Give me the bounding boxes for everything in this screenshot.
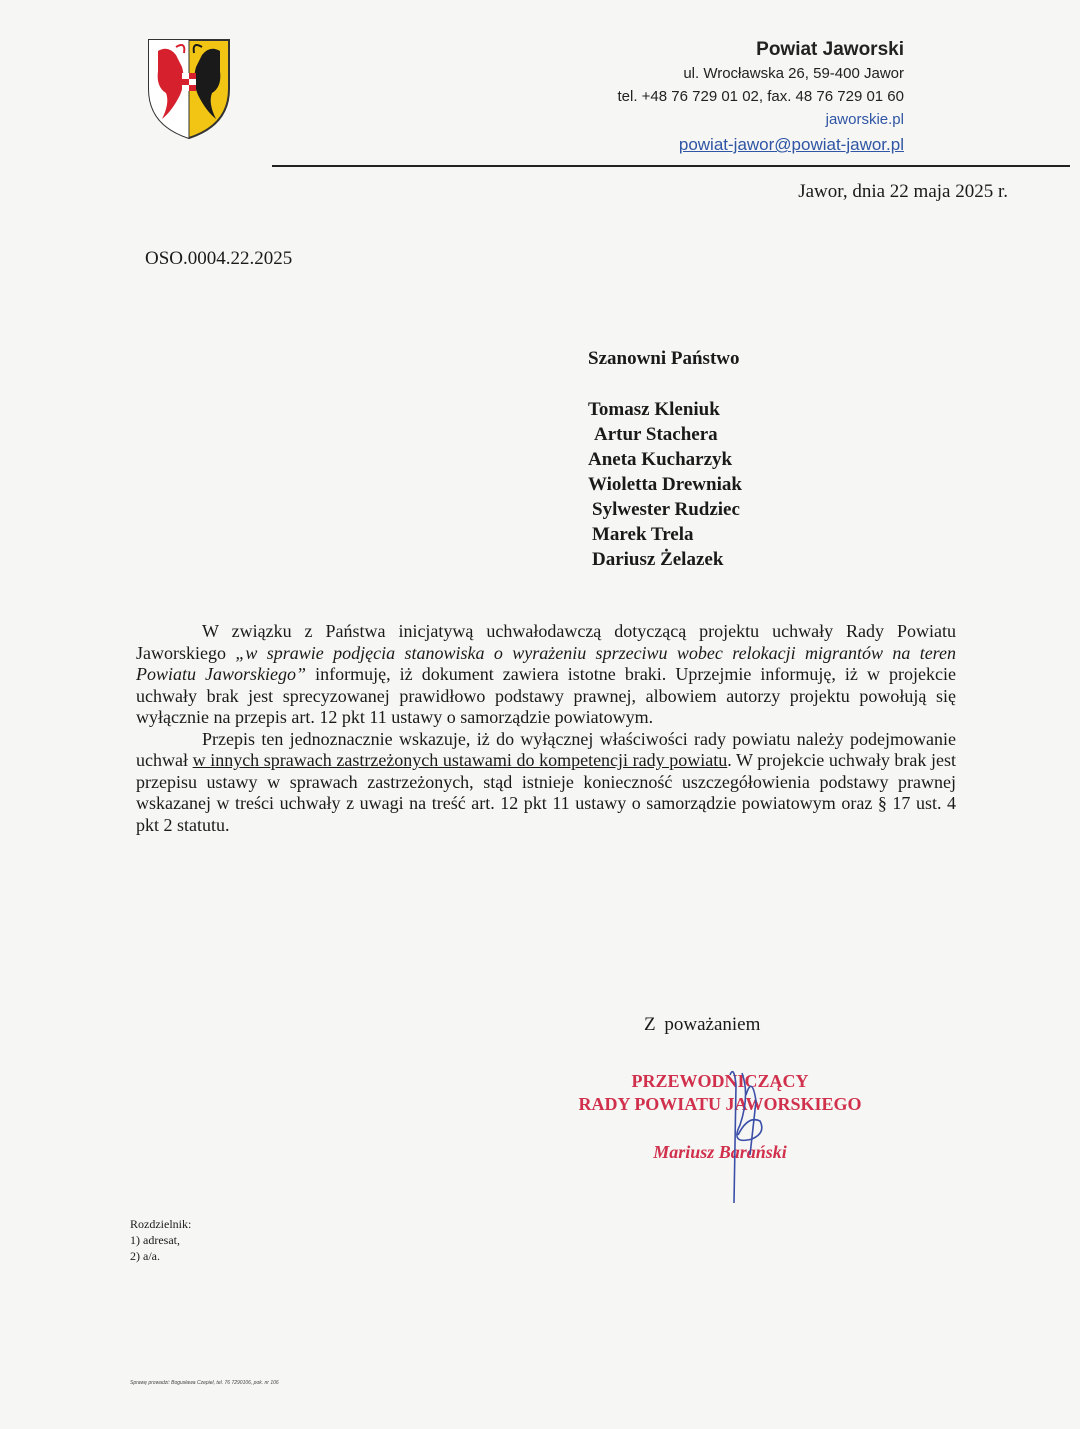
distribution-title: Rozdzielnik: <box>130 1217 192 1231</box>
stamp-title: PRZEWODNICZĄCY <box>631 1071 809 1091</box>
body-paragraph: W związku z Państwa inicjatywą uchwałodawczą dotyczącą projektu uchwały Rady Powiatu Jaworskiego „w sprawie podjęcia stanowiska o wyrażeniu sprzeciwu wobec relokacji migrantów na teren Powiatu Jaworskiego” informuję, iż dokument zawiera istotne braki. Uprzejmie informuję, iż w projekcie uchwały brak jest sprecyzowanej prawidłowo podstawy prawnej, albowiem autorzy projektu powołują się wyłącznie na przepis art. 12 pkt 11 ustawy o samorządzie powiatowym. <box>136 621 957 727</box>
footer-note: Sprawę prowadzi: Bogusława Czepiel, tel. 76 7290106, pok. nr 106 <box>130 1380 279 1386</box>
letter-body <box>136 621 956 836</box>
recipient: Aneta Kucharzyk <box>588 449 733 470</box>
organization-header <box>618 38 905 159</box>
date-line: Jawor, dnia 22 maja 2025 r. <box>798 181 1008 202</box>
stamp-council: RADY POWIATU JAWORSKIEGO <box>578 1094 862 1114</box>
stamp-name: Mariusz Barański <box>653 1142 787 1162</box>
recipient: Tomasz Kleniuk <box>588 399 720 420</box>
distribution-list <box>130 1216 191 1264</box>
resolution-title: „w sprawie podjęcia stanowiska o wyrażeniu sprzeciwu wobec relokacji migrantów na teren Powiatu Jaworskiego” <box>136 642 957 684</box>
header-divider <box>272 165 1070 167</box>
recipient: Dariusz Żelazek <box>592 549 724 570</box>
organization-name: Powiat Jaworski <box>756 39 904 60</box>
handwritten-signature-icon <box>690 1055 800 1205</box>
organization-website-link[interactable]: jaworskie.pl <box>825 111 904 128</box>
recipient: Wioletta Drewniak <box>588 474 742 495</box>
body-paragraph: Przepis ten jednoznacznie wskazuje, iż do wyłącznej właściwości rady powiatu należy podejmowanie uchwał w innych sprawach zastrzeżonych ustawami do kompetencji rady powiatu. W projekcie uchwały brak jest przepisu ustawy w sprawach zastrzeżonych, stąd istnieje konieczność uszczegółowienia podstawy prawnej wskazanej w treści uchwały z uwagi na treść art. 12 pkt 11 ustawy o samorządzie powiatowym oraz § 17 ust. 4 pkt 2 statutu. <box>136 728 957 835</box>
reference-number: OSO.0004.22.2025 <box>145 248 293 269</box>
distribution-item: 2) a/a. <box>130 1249 160 1263</box>
organization-phone-fax: tel. +48 76 729 01 02, fax. 48 76 729 01 60 <box>617 88 904 105</box>
distribution-item: 1) adresat, <box>130 1233 180 1247</box>
underlined-quote: w innych sprawach zastrzeżonych ustawami do kompetencji rady powiatu <box>192 750 728 770</box>
organization-address: ul. Wrocławska 26, 59-400 Jawor <box>683 65 904 82</box>
recipient-list <box>588 397 742 572</box>
recipient: Marek Trela <box>592 524 694 545</box>
recipient: Artur Stachera <box>594 424 718 445</box>
organization-email-link[interactable]: powiat-jawor@powiat-jawor.pl <box>678 135 904 154</box>
recipient: Sylwester Rudziec <box>592 499 740 520</box>
salutation: Szanowni Państwo <box>588 348 740 369</box>
coat-of-arms-icon <box>146 37 232 141</box>
closing: Z poważaniem <box>644 1014 761 1035</box>
